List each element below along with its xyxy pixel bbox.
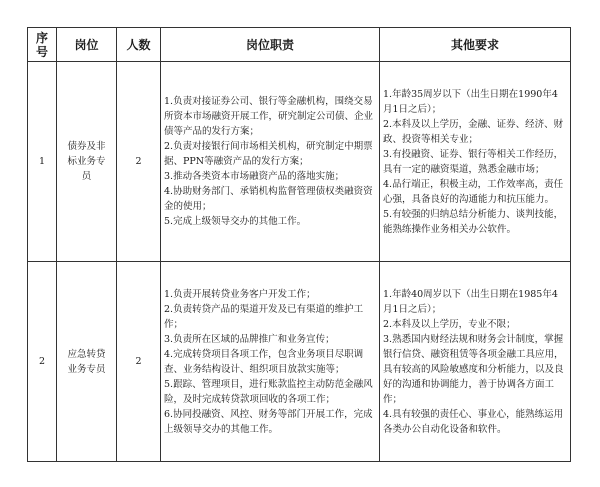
recruitment-table [27,27,571,462]
row-position: 应急转贷业务专员 [57,262,117,462]
row-no: 1 [28,62,57,262]
header-count: 人数 [117,28,161,62]
duty-item: 5.跟踪、管理项目，进行账款监控主动防范金融风险，及时完成转贷款项回收的各项工作； [164,378,373,405]
row-requirements [380,62,571,262]
row-duties [161,62,380,262]
duty-item: 6.协同投融资、风控、财务等部门开展工作，完成上级领导交办的其他工作。 [164,408,373,435]
row-position: 债券及非标业务专员 [57,62,117,262]
row-count: 2 [117,262,161,462]
requirement-item: 1.年龄35周岁以下（出生日期在1990年4月1日之后）； [383,88,558,115]
table-row [28,62,571,262]
row-no: 2 [28,262,57,462]
header-row [28,28,571,62]
header-no: 序号 [28,28,57,62]
header-requirements: 其他要求 [380,28,571,62]
requirement-item: 3.熟悉国内财经法规和财务会计制度，掌握银行信贷、融资租赁等各项金融工具应用，具有较高的风险敏感度和分析能力，以及良好的沟通和协调能力，善于协调各方面工作； [383,333,564,405]
requirement-item: 4.具有较强的责任心、事业心，能熟练运用各类办公自动化设备和软件。 [383,408,564,435]
duty-item: 2.负责转贷产品的渠道开发及已有渠道的维护工作； [164,303,364,330]
row-requirements [380,262,571,462]
row-duties [161,262,380,462]
duty-item: 5.完成上级领导交办的其他工作。 [164,216,307,227]
row-count: 2 [117,62,161,262]
header-position: 岗位 [57,28,117,62]
table-row [28,262,571,462]
requirement-item: 4.品行端正，积极主动，工作效率高，责任心强，具备良好的沟通能力和抗压能力。 [383,178,564,205]
duty-item: 3.推动各类资本市场融资产品的落地实施； [164,171,345,182]
duty-item: 1.负责对接证券公司、银行等金融机构，围绕交易所资本市场融资开展工作，研究制定公司债、企业债等产品的发行方案； [164,96,374,137]
requirement-item: 2.本科及以上学历，专业不限； [383,318,516,330]
duty-item: 4.完成转贷项目各项工作，包含业务项目尽职调查、业务结构设计、组织项目放款实施等； [164,348,364,375]
requirement-item: 3.有投融资、证券、银行等相关工作经历，具有一定的融资渠道，熟悉金融市场； [383,148,564,175]
requirement-item: 1.年龄40周岁以下（出生日期在1985年4月1日之后）； [383,288,558,315]
header-duties: 岗位职责 [161,28,380,62]
duty-item: 1.负责开展转贷业务客户开发工作； [164,288,316,300]
requirement-item: 5.有较强的归纳总结分析能力、谈判技能，能熟练操作业务相关办公软件。 [383,208,564,235]
duty-item: 2.负责对接银行间市场相关机构，研究制定中期票据、PPN等融资产品的发行方案； [164,141,373,167]
duty-item: 4.协助财务部门、承销机构监督管理债权类融资资金的使用； [164,186,373,212]
requirement-item: 2.本科及以上学历，金融、证券、经济、财政、投资等相关专业； [383,118,564,145]
duty-item: 3.负责所在区域的品牌推广和业务宣传； [164,333,335,345]
